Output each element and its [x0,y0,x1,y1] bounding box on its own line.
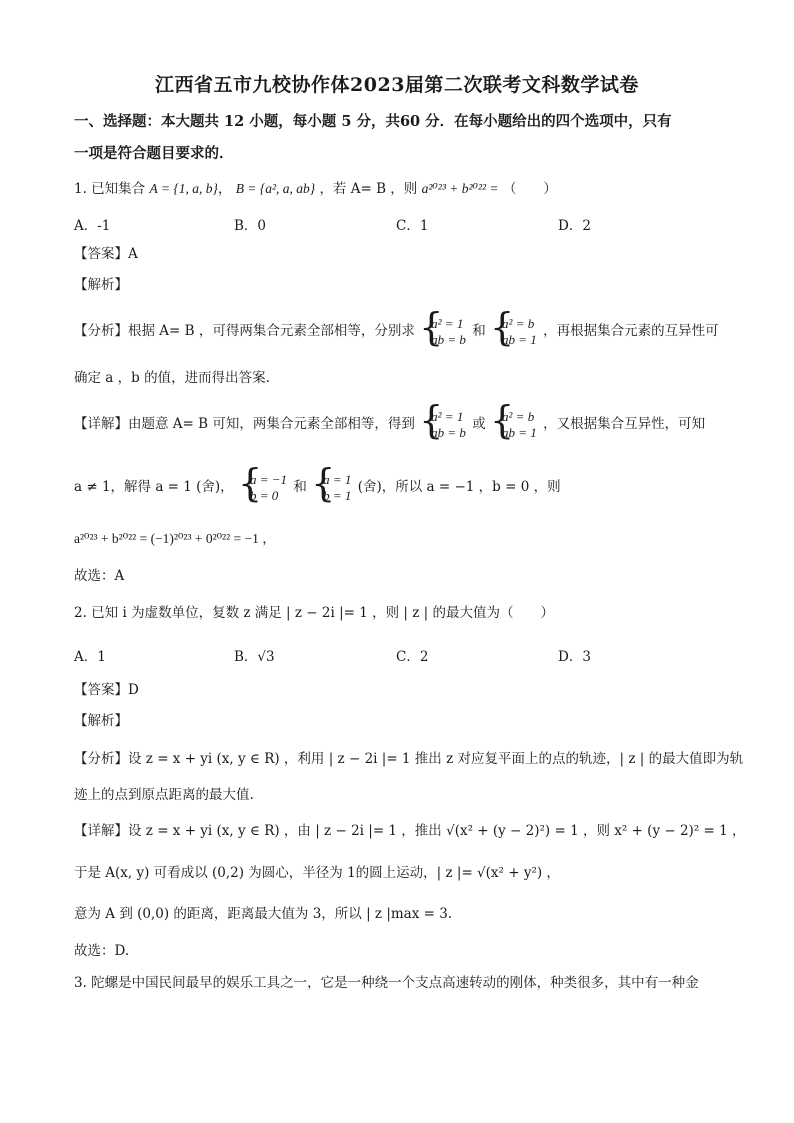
q2-detail-line1: 【详解】设 z = x + yi (x, y ∈ R) ，由 | z − 2i |= 1 ，推出 √(x² + (y − 2)²) = 1 ，则 x² + (y − 2)² = 1 ， [74,823,746,839]
q1-detail-line1 [74,407,705,441]
section-heading-line2: 一项是符合题目要求的． [74,145,234,162]
q2-stem: 2. 已知 i 为虚数单位，复数 z 满足 | z − 2i |= 1 ，则 | z | 的最大值为（ ） [74,605,555,621]
q1-option-a: A．-1 [74,218,111,234]
section-heading-line1: 一、选择题：本大题共 12 小题，每小题 5 分，共60 分．在每小题给出的四个选项中，只有 [74,113,672,130]
q2-option-d: D．3 [558,649,591,665]
q2-analysis-line1: 【分析】设 z = x + yi (x, y ∈ R) ，利用 | z − 2i |= 1 推出 z 对应复平面上的点的轨迹，| z | 的最大值即为轨 [74,751,744,767]
q2-jiexi-label: 【解析】 [74,713,128,729]
q1-detail-line2 [74,470,561,504]
q1-stem-condition: ，若 A= B ，则 [319,181,418,197]
q1-analysis-text-b: ，再根据集合元素的互异性可 [543,323,719,339]
q1-system-1 [421,316,466,348]
q2-detail-line3: 意为 A 到 (0,0) 的距离，距离最大值为 3，所以 | z |max = 3. [74,906,453,922]
q1-detail-line3: a²⁰²³ + b²⁰²² = (−1)²⁰²³ + 0²⁰²² = −1 ， [74,531,276,546]
q1-system-4 [492,409,537,441]
q1-expression: a²⁰²³ + b²⁰²² = [421,181,499,196]
q1-jiexi-label: 【解析】 [74,277,128,293]
q1-system-2 [492,316,537,348]
q1-system-6 [313,472,351,504]
q1-system-3-row2: ab = b [431,424,466,440]
q1-stem-prefix: 1. 已知集合 [74,181,146,197]
q1-system-2-row1: { a² = b [502,315,535,331]
q1-set-a: A = {1, a, b} [149,181,218,196]
q1-system-5-row2: b = 0 [249,487,279,503]
q1-analysis-line2: 确定 a ，b 的值，进而得出答案. [74,370,270,386]
q1-analysis-line1 [74,314,719,348]
q1-system-6-row2: b = 1 [323,487,352,503]
exam-title: 江西省五市九校协作体2023届第二次联考文科数学试卷 [155,74,639,96]
q1-detail-and: 和 [293,479,307,495]
q1-detail-text-c: a ≠ 1，解得 a = 1 (舍)， [74,479,234,495]
q1-system-5 [240,472,287,504]
q1-detail-text-d: (舍)，所以 a = −1 ，b = 0 ，则 [357,479,561,495]
q1-choice: 故选：A [74,568,125,584]
q1-system-3-row1: { a² = 1 [431,408,464,424]
q1-system-2-row2: ab = 1 [502,331,537,347]
q1-system-5-row1: { a = −1 [249,471,288,487]
q1-option-d: D．2 [558,218,591,234]
q1-detail-text-a: 【详解】由题意 A= B 可知，两集合元素全部相等，得到 [74,416,415,432]
q1-option-c: C．1 [396,218,429,234]
q1-set-b: B = {a², a, ab} [235,181,316,196]
q1-system-1-row1: { a² = 1 [431,315,464,331]
q1-system-3 [421,409,466,441]
q2-detail-line2: 于是 A(x, y) 可看成以 (0,2) 为圆心，半径为 1的圆上运动，| z |= √(x² + y²) ， [74,865,560,881]
q1-option-b: B．0 [234,218,267,234]
q1-stem [74,180,557,198]
q2-option-a: A．1 [74,649,106,665]
q1-system-1-row2: ab = b [431,331,466,347]
q1-detail-or: 或 [472,416,486,432]
q3-stem: 3. 陀螺是中国民间最早的娱乐工具之一，它是一种绕一个支点高速转动的刚体，种类很多，其中有一种金 [74,975,699,991]
q1-sep: ， [217,181,232,197]
q2-choice: 故选：D. [74,943,130,959]
q1-answer: 【答案】A [74,246,138,262]
q1-detail-text-b: ，又根据集合互异性，可知 [543,416,706,432]
q1-system-4-row2: ab = 1 [502,424,537,440]
q2-option-c: C．2 [396,649,429,665]
q1-system-4-row1: { a² = b [502,408,535,424]
q1-analysis-and: 和 [472,323,486,339]
q2-option-b: B．√3 [234,649,275,665]
q2-analysis-line2: 迹上的点到原点距离的最大值. [74,787,254,803]
q2-answer: 【答案】D [74,682,139,698]
q1-system-6-row1: { a = 1 [323,471,352,487]
q1-analysis-text-a: 【分析】根据 A= B ，可得两集合元素全部相等，分别求 [74,323,415,339]
q1-answer-paren: （ ） [502,181,557,197]
